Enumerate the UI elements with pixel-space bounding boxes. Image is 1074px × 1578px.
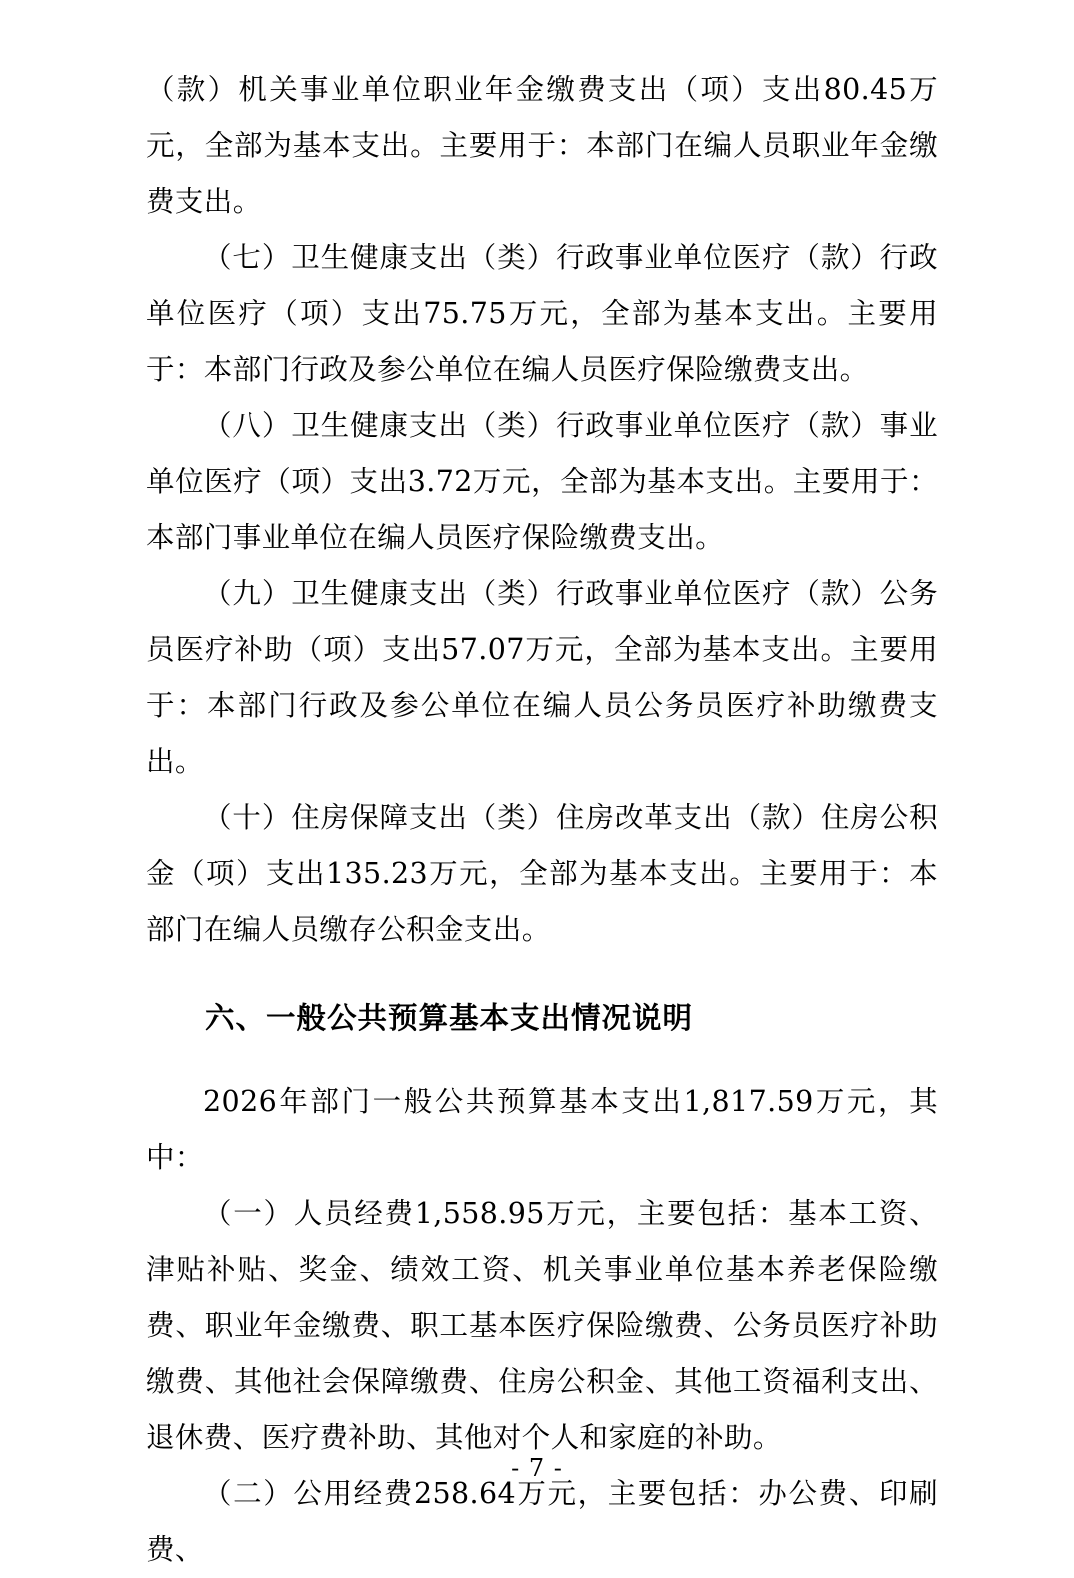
spacer-after-section-title — [146, 1046, 938, 1074]
paragraph-section-item-2: （二）公用经费258.64万元，主要包括：办公费、印刷费、 — [146, 1477, 938, 1566]
paragraph-section-item-1: （一）人员经费1,558.95万元，主要包括：基本工资、津贴补贴、奖金、绩效工资、机关事业单位基本养老保险缴费、职业年金缴费、职工基本医疗保险缴费、公务员医疗补助缴费、其他社会保障缴费、住房公积金、其他工资福利支出、退休费、医疗费补助、其他对个人和家庭的补助。 — [146, 1197, 938, 1454]
paragraph-item-10: （十）住房保障支出（类）住房改革支出（款）住房公积金（项）支出135.23万元，全部为基本支出。主要用于：本部门在编人员缴存公积金支出。 — [146, 801, 938, 946]
section-heading: 六、一般公共预算基本支出情况说明 — [205, 1001, 694, 1035]
paragraph-continued-annuity: （款）机关事业单位职业年金缴费支出（项）支出80.45万元，全部为基本支出。主要用于：本部门在编人员职业年金缴费支出。 — [146, 73, 938, 218]
paragraph-item-9: （九）卫生健康支出（类）行政事业单位医疗（款）公务员医疗补助（项）支出57.07万元，全部为基本支出。主要用于：本部门行政及参公单位在编人员公务员医疗补助缴费支出。 — [146, 577, 938, 778]
spacer-before-section-title — [146, 958, 938, 990]
paragraph-item-7: （七）卫生健康支出（类）行政事业单位医疗（款）行政单位医疗（项）支出75.75万元，全部为基本支出。主要用于：本部门行政及参公单位在编人员医疗保险缴费支出。 — [146, 241, 938, 386]
paragraph-item-8: （八）卫生健康支出（类）行政事业单位医疗（款）事业单位医疗（项）支出3.72万元，全部为基本支出。主要用于：本部门事业单位在编人员医疗保险缴费支出。 — [146, 409, 938, 554]
paragraph-section-intro: 2026年部门一般公共预算基本支出1,817.59万元，其中： — [146, 1085, 938, 1174]
page-number: - 7 - — [511, 1454, 563, 1482]
